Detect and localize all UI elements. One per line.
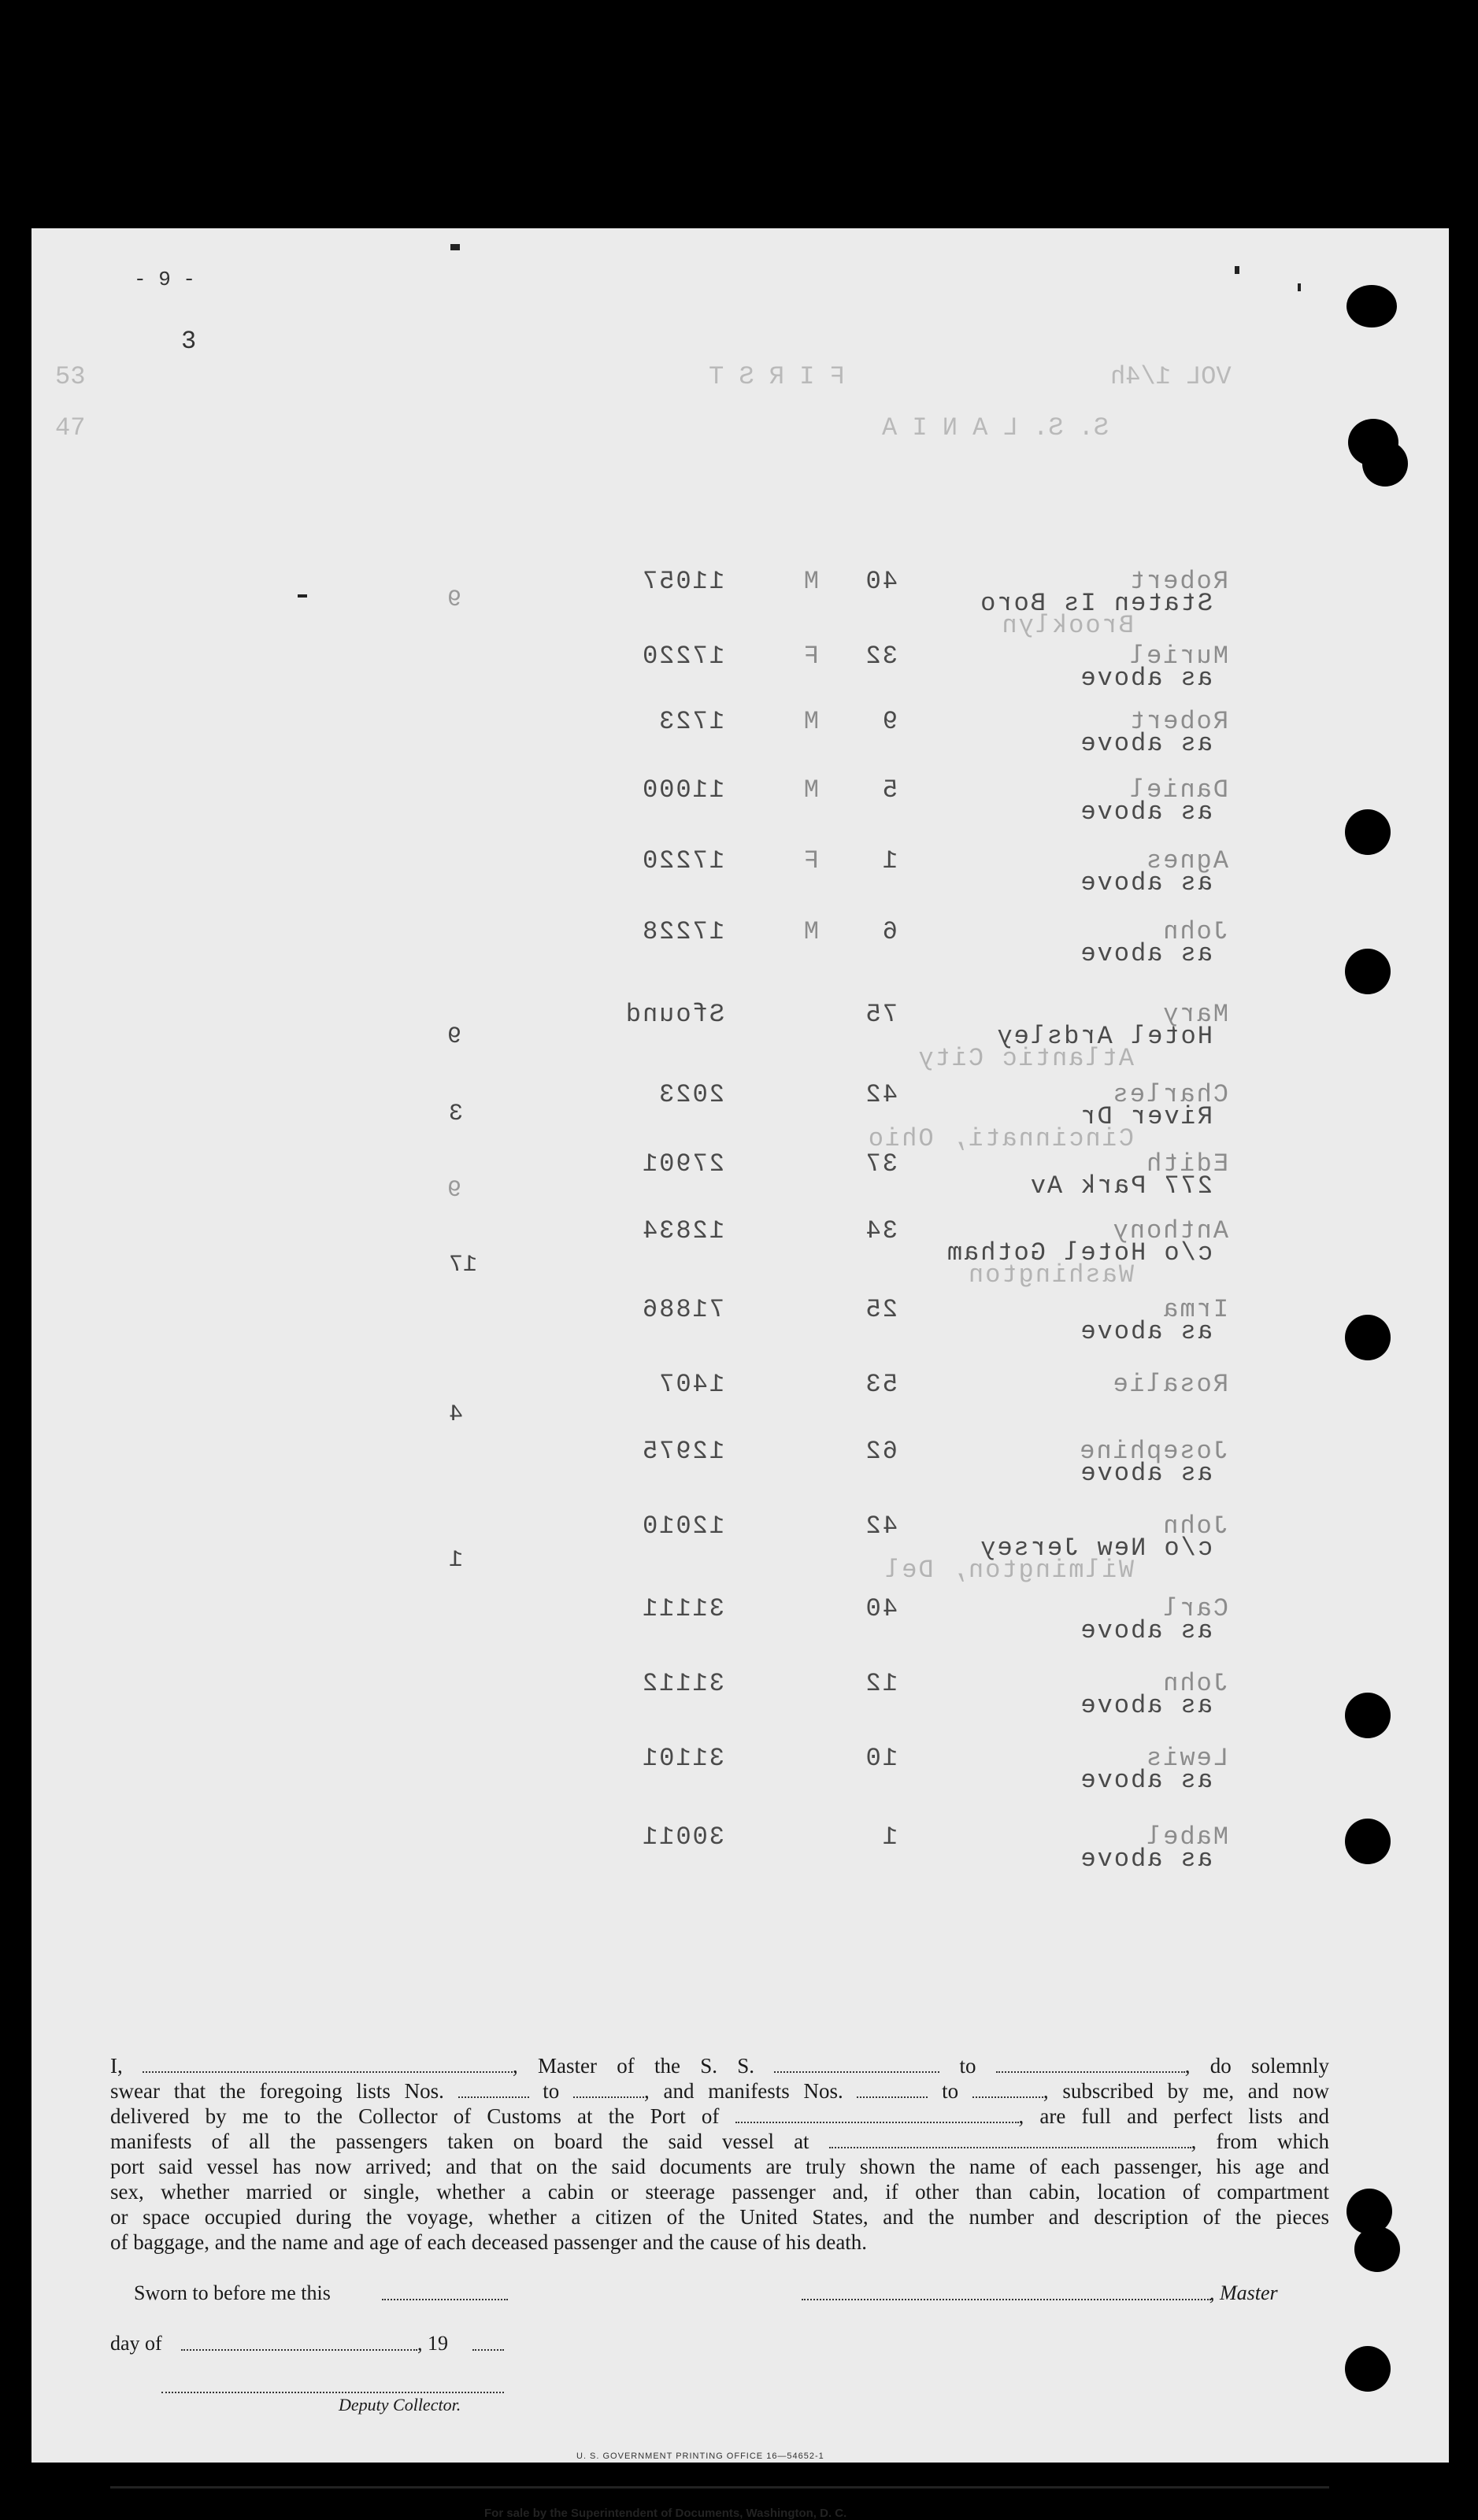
passenger-number: 31101 — [640, 1744, 724, 1773]
sworn-date-line — [382, 2299, 508, 2300]
passenger-age: 32 — [864, 642, 898, 671]
passenger-city: Atlantic City — [917, 1044, 1134, 1073]
header-class: F I R S T — [709, 362, 845, 391]
passenger-number: 71886 — [640, 1295, 724, 1324]
year-line — [472, 2349, 504, 2351]
punch-hole — [1346, 285, 1397, 327]
day-of-line — [181, 2349, 417, 2351]
passenger-age: 1 — [880, 846, 898, 875]
passenger-address: as above — [1079, 797, 1213, 827]
passenger-age: 25 — [864, 1295, 898, 1324]
ink-speck — [450, 244, 460, 250]
passenger-age: 75 — [864, 1000, 898, 1029]
passenger-age: 5 — [880, 775, 898, 805]
oath-line-5: port said vessel has now arrived; and that on the said documents are truly shown the name of each passenger, his age and — [110, 2155, 1329, 2178]
passenger-name: Agnes — [1144, 846, 1228, 875]
passenger-city: Brooklyn — [1000, 611, 1134, 640]
passenger-city: Cincinnati, Ohio — [866, 1124, 1134, 1153]
passenger-address: River Dr — [1079, 1102, 1213, 1131]
passenger-address: c/o Hotel Gotham — [945, 1238, 1213, 1267]
passenger-age: 42 — [864, 1080, 898, 1109]
passenger-age: 40 — [864, 567, 898, 596]
passenger-city: Washington — [966, 1260, 1134, 1290]
deputy-signature-line — [161, 2392, 504, 2393]
passenger-age: 37 — [864, 1149, 898, 1179]
left-number-2: 47 — [55, 413, 86, 442]
passenger-age: 9 — [880, 707, 898, 736]
passenger-name: John — [1161, 917, 1228, 946]
passenger-name: Josephine — [1078, 1437, 1228, 1466]
margin-count: 9 — [447, 587, 462, 613]
oath-line-4: manifests of all the passengers taken on board the said vessel at , from which — [110, 2130, 1329, 2153]
day-of-label: day of — [110, 2332, 162, 2355]
passenger-name: Anthony — [1111, 1216, 1228, 1245]
passenger-age: 1 — [880, 1822, 898, 1852]
passenger-number: 27901 — [640, 1149, 724, 1179]
passenger-number: 30011 — [640, 1822, 724, 1852]
passenger-sex: M — [802, 707, 819, 736]
year-label: , 19 — [417, 2332, 448, 2355]
oath-line-3: delivered by me to the Collector of Customs at the Port of , are full and perfect lists and — [110, 2104, 1329, 2128]
passenger-number: 12975 — [640, 1437, 724, 1466]
passenger-address: as above — [1079, 1691, 1213, 1720]
margin-count: 4 — [449, 1401, 464, 1428]
passenger-address: Hotel Ardsley — [995, 1022, 1213, 1051]
passenger-address: as above — [1079, 664, 1213, 693]
passenger-number: 17220 — [640, 846, 724, 875]
passenger-number: 17220 — [640, 642, 724, 671]
punch-hole — [1345, 809, 1391, 855]
header-volume: VOL 1/4h — [1110, 362, 1232, 391]
margin-count: 9 — [447, 1177, 462, 1204]
superscript-mark: 3 — [181, 327, 197, 356]
header-ship: S. S. L A N I A — [882, 413, 1109, 442]
passenger-address: as above — [1079, 1317, 1213, 1346]
passenger-number: 17228 — [640, 917, 724, 946]
oath-line-1: I, , Master of the S. S. to , do solemnly — [110, 2054, 1329, 2078]
passenger-number: 11000 — [640, 775, 724, 805]
passenger-age: 62 — [864, 1437, 898, 1466]
master-label: , Master — [1209, 2281, 1278, 2304]
margin-count: 17 — [449, 1252, 478, 1279]
passenger-age: 10 — [864, 1744, 898, 1773]
passenger-number: Sfound — [624, 1000, 724, 1029]
passenger-address: as above — [1079, 1616, 1213, 1645]
sworn-text: Sworn to before me this — [134, 2281, 331, 2304]
punch-hole — [1354, 2226, 1400, 2272]
passenger-address: c/o New Jersey — [979, 1534, 1213, 1563]
oath-line-8: of baggage, and the name and age of each deceased passenger and the cause of his death. — [110, 2230, 868, 2254]
oath-paragraph — [110, 2053, 1329, 2255]
passenger-name: Robert — [1128, 707, 1228, 736]
passenger-number: 11057 — [640, 567, 724, 596]
ink-speck — [1298, 283, 1301, 291]
passenger-number: 2023 — [658, 1080, 724, 1109]
passenger-age: 12 — [864, 1669, 898, 1698]
punch-hole — [1362, 441, 1408, 487]
passenger-name: John — [1161, 1512, 1228, 1541]
passenger-name: Rosalie — [1111, 1370, 1228, 1399]
passenger-name: Robert — [1128, 567, 1228, 596]
passenger-age: 40 — [864, 1594, 898, 1623]
passenger-address: as above — [1079, 1766, 1213, 1795]
passenger-name: Edith — [1144, 1149, 1228, 1179]
passenger-address: 277 Park Av — [1028, 1171, 1213, 1201]
passenger-name: Muriel — [1128, 642, 1228, 671]
passenger-sex: M — [802, 917, 819, 946]
margin-count: 9 — [447, 1023, 462, 1050]
passenger-sex: F — [802, 642, 819, 671]
passenger-number: 1407 — [658, 1370, 724, 1399]
oath-line-7: or space occupied during the voyage, whether a citizen of the United States, and the number and description of the pieces — [110, 2205, 1329, 2229]
ink-speck — [1235, 266, 1239, 274]
sale-note: For sale by the Superintendent of Documents, Washington, D. C. — [484, 2507, 847, 2520]
punch-hole — [1345, 1819, 1391, 1864]
passenger-age: 42 — [864, 1512, 898, 1541]
passenger-name: John — [1161, 1669, 1228, 1698]
printing-imprint: U. S. GOVERNMENT PRINTING OFFICE 16—54652-1 — [576, 2452, 824, 2461]
passenger-address: as above — [1079, 939, 1213, 968]
punch-hole — [1345, 1693, 1391, 1738]
passenger-city: Wilmington, Del — [883, 1556, 1134, 1585]
passenger-number: 12010 — [640, 1512, 724, 1541]
passenger-name: Lewis — [1144, 1744, 1228, 1773]
passenger-number: 12834 — [640, 1216, 724, 1245]
punch-hole — [1345, 949, 1391, 994]
master-signature-line — [802, 2299, 1211, 2300]
passenger-address: as above — [1079, 868, 1213, 897]
passenger-age: 6 — [880, 917, 898, 946]
manifest-page — [31, 228, 1449, 2520]
corner-mark: - 9 - — [134, 268, 196, 291]
passenger-age: 34 — [864, 1216, 898, 1245]
passenger-name: Carl — [1161, 1594, 1228, 1623]
oath-line-6: sex, whether married or single, whether a cabin or steerage passenger and, if other than cabin, location of compartment — [110, 2180, 1329, 2204]
passenger-address: as above — [1079, 1459, 1213, 1488]
passenger-sex: M — [802, 567, 819, 596]
left-number-1: 53 — [55, 362, 86, 391]
passenger-name: Mary — [1161, 1000, 1228, 1029]
passenger-number: 31112 — [640, 1669, 724, 1698]
passenger-name: Charles — [1111, 1080, 1228, 1109]
passenger-address: as above — [1079, 1845, 1213, 1874]
passenger-address: Staten Is Boro — [979, 589, 1213, 618]
passenger-age: 53 — [864, 1370, 898, 1399]
passenger-address: as above — [1079, 729, 1213, 758]
passenger-sex: M — [802, 775, 819, 805]
ink-speck — [298, 594, 307, 598]
punch-hole — [1345, 2346, 1391, 2392]
margin-count: 1 — [449, 1547, 464, 1574]
passenger-number: 1723 — [658, 707, 724, 736]
punch-hole — [1345, 1315, 1391, 1360]
passenger-name: Irma — [1161, 1295, 1228, 1324]
passenger-sex: F — [802, 846, 819, 875]
passenger-name: Mabel — [1144, 1822, 1228, 1852]
passenger-name: Daniel — [1128, 775, 1228, 805]
passenger-number: 31111 — [640, 1594, 724, 1623]
margin-count: 3 — [449, 1101, 464, 1127]
oath-line-2: swear that the foregoing lists Nos. to , and manifests Nos. to , subscribed by me, and now — [110, 2079, 1330, 2103]
deputy-label: Deputy Collector. — [339, 2395, 461, 2415]
